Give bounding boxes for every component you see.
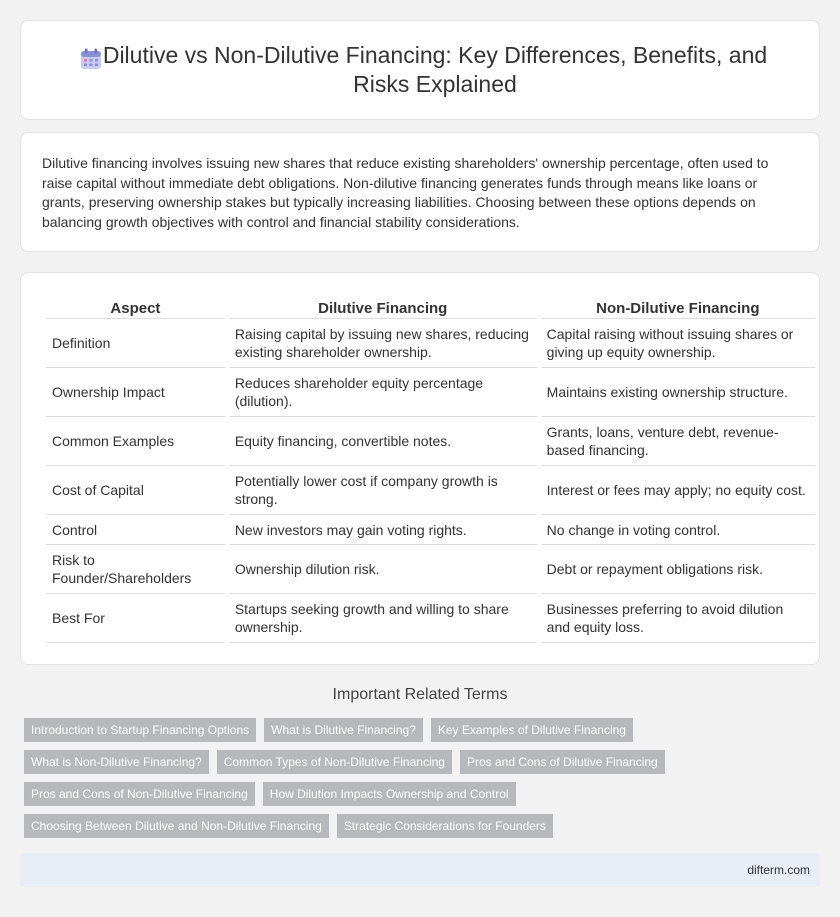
table-cell: Cost of Capital — [46, 466, 225, 515]
column-header-non-dilutive: Non-Dilutive Financing — [541, 295, 815, 319]
related-term-link[interactable]: How Dilution Impacts Ownership and Control — [263, 782, 516, 806]
table-cell: Interest or fees may apply; no equity cost. — [541, 466, 815, 515]
table-row — [46, 545, 815, 594]
related-terms-list — [24, 718, 824, 846]
related-terms-row — [24, 782, 824, 806]
table-row — [46, 466, 815, 515]
related-term-link[interactable]: Pros and Cons of Non-Dilutive Financing — [24, 782, 255, 806]
table-cell: Startups seeking growth and willing to share ownership. — [229, 594, 537, 643]
table-cell: Definition — [46, 319, 225, 368]
table-header-row — [46, 295, 815, 319]
table-cell: Debt or repayment obligations risk. — [541, 545, 815, 594]
table-cell: Capital raising without issuing shares or giving up equity ownership. — [541, 319, 815, 368]
table-cell: Control — [46, 515, 225, 545]
related-term-link[interactable]: Pros and Cons of Dilutive Financing — [460, 750, 665, 774]
table-row — [46, 515, 815, 545]
related-terms-row — [24, 718, 824, 742]
table-cell: Ownership dilution risk. — [229, 545, 537, 594]
related-terms-row — [24, 750, 824, 774]
table-cell: Best For — [46, 594, 225, 643]
table-row — [46, 417, 815, 466]
related-terms-heading: Important Related Terms — [332, 686, 508, 703]
table-cell: Potentially lower cost if company growth is strong. — [229, 466, 537, 515]
table-cell: Raising capital by issuing new shares, reducing existing shareholder ownership. — [229, 319, 537, 368]
related-term-link[interactable]: Common Types of Non-Dilutive Financing — [217, 750, 452, 774]
table-cell: No change in voting control. — [541, 515, 815, 545]
table-cell: New investors may gain voting rights. — [229, 515, 537, 545]
footer — [20, 853, 820, 887]
intro-card — [20, 132, 820, 252]
related-term-link[interactable]: Choosing Between Dilutive and Non-Dilutive Financing — [24, 814, 329, 838]
table-cell: Businesses preferring to avoid dilution and equity loss. — [541, 594, 815, 643]
footer-site-name[interactable]: difterm.com — [747, 863, 810, 877]
related-terms-row — [24, 814, 824, 838]
table-cell: Grants, loans, venture debt, revenue-based financing. — [541, 417, 815, 466]
table-cell: Risk to Founder/Shareholders — [46, 545, 225, 594]
related-term-link[interactable]: Introduction to Startup Financing Options — [24, 718, 256, 742]
comparison-card — [20, 272, 820, 665]
related-term-link[interactable]: Key Examples of Dilutive Financing — [431, 718, 633, 742]
table-cell: Ownership Impact — [46, 368, 225, 417]
related-term-link[interactable]: Strategic Considerations for Founders — [337, 814, 553, 838]
table-row — [46, 594, 815, 643]
header-card — [20, 20, 820, 120]
table-row — [46, 319, 815, 368]
page-title: Dilutive vs Non-Dilutive Financing: Key Differences, Benefits, and Risks Explained — [102, 42, 768, 97]
related-term-link[interactable]: What is Non-Dilutive Financing? — [24, 750, 209, 774]
comparison-table — [42, 295, 819, 643]
table-row — [46, 368, 815, 417]
table-cell: Maintains existing ownership structure. — [541, 368, 815, 417]
intro-paragraph: Dilutive financing involves issuing new shares that reduce existing shareholders' ownership percentage, often used to raise capital without immediate debt obligations. Non-dilutive financing generates funds through means like loans or grants, preserving ownership stakes but typically increasing liabilities. Choosing between these options depends on balancing growth objectives with control and financial stability considerations. — [42, 155, 769, 230]
column-header-aspect: Aspect — [46, 295, 225, 319]
related-term-link[interactable]: What is Dilutive Financing? — [264, 718, 423, 742]
column-header-dilutive: Dilutive Financing — [229, 295, 537, 319]
table-cell: Common Examples — [46, 417, 225, 466]
table-cell: Equity financing, convertible notes. — [229, 417, 537, 466]
table-cell: Reduces shareholder equity percentage (dilution). — [229, 368, 537, 417]
